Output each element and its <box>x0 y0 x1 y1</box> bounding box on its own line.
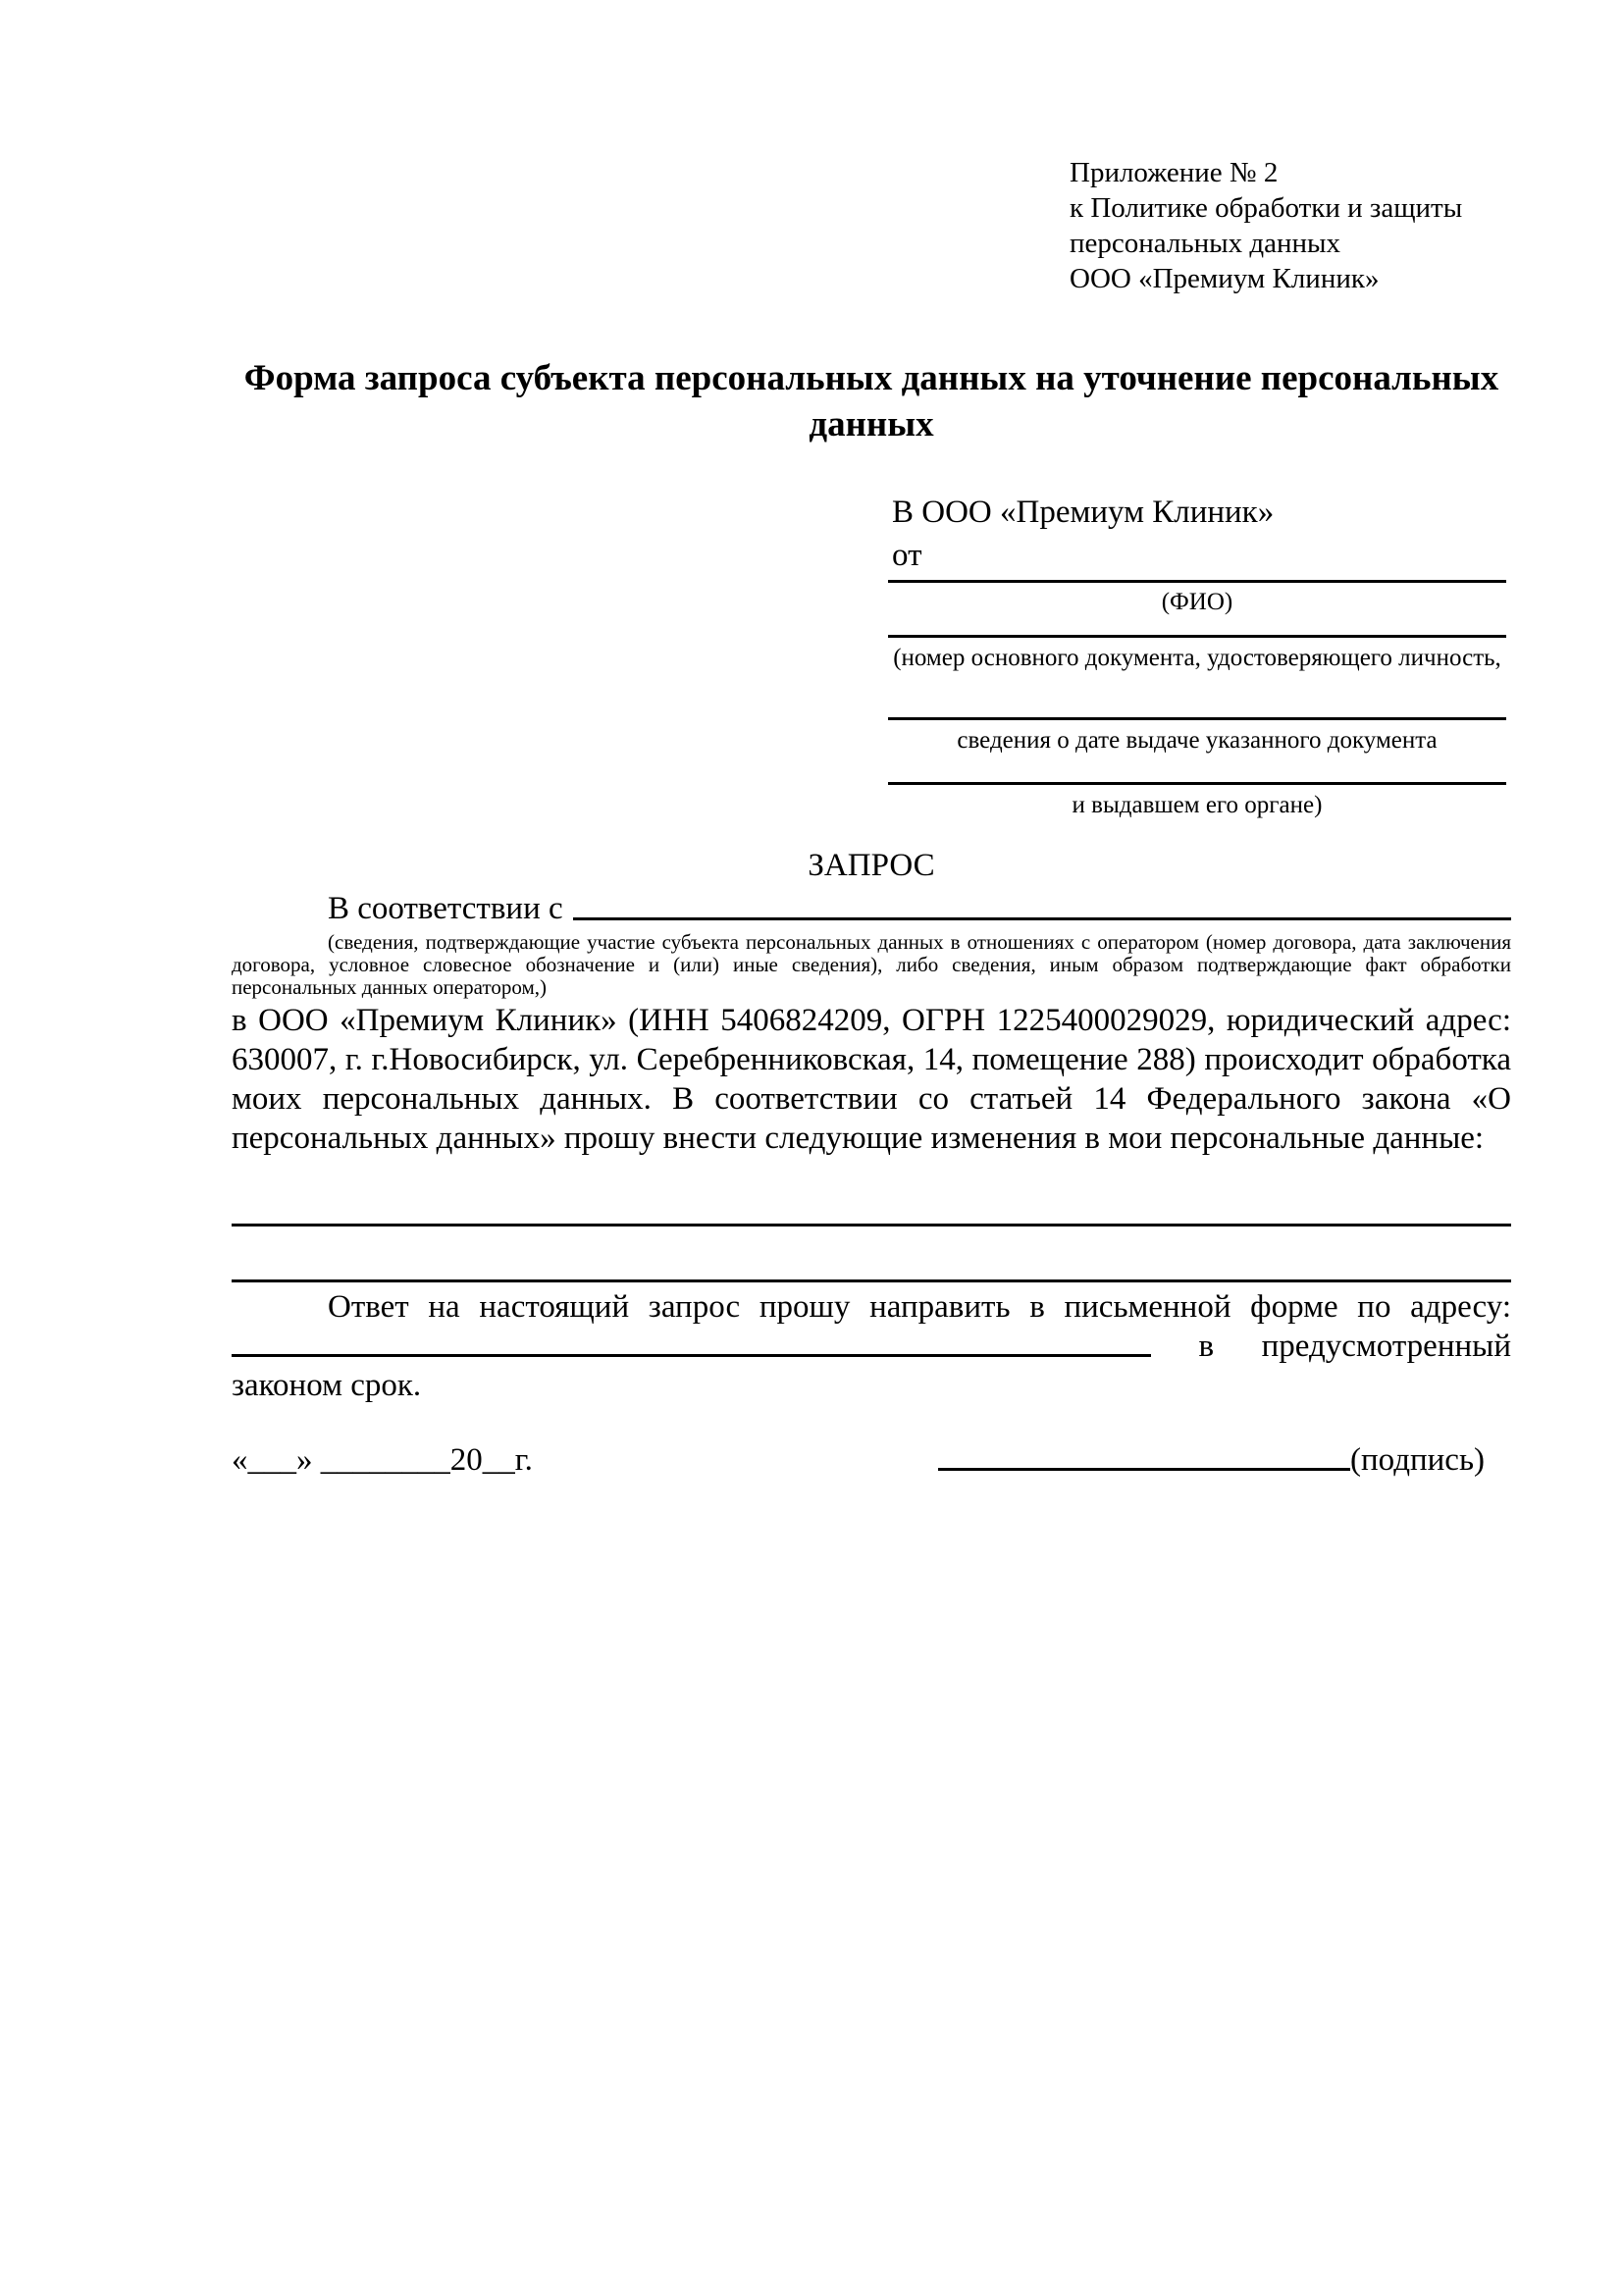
doc-number-caption: (номер основного документа, удостоверяющего личность, <box>893 645 1501 671</box>
appendix-line-4: ООО «Премиум Клиник» <box>1070 263 1380 294</box>
intro-prefix: В соответствии с <box>328 891 563 926</box>
recipient-from-label: от <box>892 538 922 573</box>
fio-blank-line <box>888 580 1506 583</box>
intro-note: (сведения, подтверждающие участие субъекта персональных данных в отношениях с оператором (номер договора, дата заключения договора, условное словесное обозначение и (или) иные сведения), либо сведения, иным образом подтверждающие факт обработки персональных данных оператором,) <box>232 930 1511 999</box>
doc-issue-date-caption: сведения о дате выдаче указанного документа <box>957 727 1438 754</box>
changes-blank-line-1 <box>232 1224 1511 1226</box>
document-title: Форма запроса субъекта персональных данных на уточнение персональных данных <box>243 358 1499 444</box>
reply-line-2 <box>232 1327 1511 1366</box>
recipient-organization: В ООО «Премиум Клиник» <box>892 495 1275 530</box>
intro-blank-line <box>573 917 1511 920</box>
appendix-line-2: к Политике обработки и защиты <box>1070 192 1463 224</box>
signature-block <box>938 1440 1485 1480</box>
signature-blank-line <box>938 1468 1350 1471</box>
request-heading: ЗАПРОС <box>808 848 935 883</box>
reply-word-2: предусмотренный <box>1261 1329 1511 1364</box>
doc-issuer-blank-line <box>888 782 1506 785</box>
changes-blank-line-2 <box>232 1279 1511 1282</box>
address-blank-line <box>232 1354 1151 1357</box>
reply-line-3: законом срок. <box>232 1368 422 1403</box>
doc-issue-date-blank-line <box>888 717 1506 720</box>
appendix-line-1: Приложение № 2 <box>1070 157 1279 188</box>
appendix-note <box>1070 155 1462 296</box>
doc-issuer-caption: и выдавшем его органе) <box>1072 792 1323 818</box>
date-template: «___» ________20__г. <box>232 1442 533 1478</box>
request-body: в ООО «Премиум Клиник» (ИНН 5406824209, ОГРН 1225400029029, юридический адрес: 630007, г. г.Новосибирск, ул. Серебренниковская, 14, помещение 288) происходит обработка моих персональных данных. В соответствии со статьей 14 Федерального закона «О персональных данных» прошу внести следующие изменения в мои персональные данные: <box>232 1003 1511 1156</box>
signature-caption: (подпись) <box>1350 1442 1485 1478</box>
fio-caption: (ФИО) <box>1161 589 1233 615</box>
doc-number-blank-line <box>888 635 1506 638</box>
reply-line-1: Ответ на настоящий запрос прошу направить в письменной форме по адресу: <box>328 1289 1511 1325</box>
intro-row <box>232 889 1511 928</box>
reply-word-1: в <box>1198 1329 1215 1364</box>
appendix-line-3: персональных данных <box>1070 228 1341 259</box>
